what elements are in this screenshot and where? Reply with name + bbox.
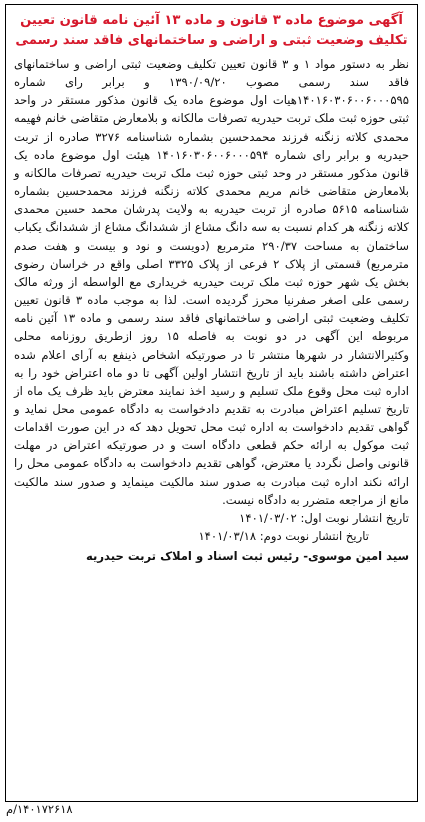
signer-line: سید امین موسوی- رئیس ثبت اسناد و املاک تربت حیدریه bbox=[85, 549, 409, 564]
second-publication-date: تاریخ انتشار نوبت دوم: ۱۴۰۱/۰۳/۱۸ bbox=[198, 529, 369, 544]
notice-frame bbox=[5, 4, 418, 802]
title-line-1: آگهی موضوع ماده ۳ قانون و ماده ۱۳ آئین نامه قانون تعیین bbox=[20, 13, 403, 28]
notice-code: ۱۴۰۱۷۲۶۱۸/م bbox=[6, 802, 73, 816]
notice-title bbox=[12, 11, 411, 51]
publication-dates bbox=[14, 509, 409, 545]
title-line-2: تکلیف وضعیت ثبتی و اراضی و ساختمانهای فاقد سند رسمی bbox=[15, 33, 408, 48]
notice-body bbox=[14, 55, 409, 509]
notice-paragraph: نظر به دستور مواد ۱ و ۳ قانون تعیین تکلیف وضعیت ثبتی اراضی و ساختمانهای فاقد سند رسمی مصوب ۱۳۹۰/۰۹/۲۰ و برابر رای شماره ۱۴۰۱۶۰۳۰۶۰۰۶۰۰۰۵۹۵هیات اول موضوع ماده یک قانون مذکور مستقر در واحد ثبتی حوزه ثبت ملک تربت حیدریه تصرفات مالکانه و بلامعارض متقاضی خانم فهیمه محمدی کلاته زنگنه فرزند محمدحسین بشماره شناسنامه ۳۲۷۶ صادره از تربت حیدریه و برابر رای شماره ۱۴۰۱۶۰۳۰۶۰۰۶۰۰۰۵۹۴ هیئت اول موضوع ماده یک قانون مذکور مستقر در وحد ثبتی حوزه ثبت ملک تربت حیدریه تصرفات مالکانه و بلامعارض متقاضی خانم مریم محمدی کلاته زنگنه فرزند محمدحسین بشماره شناسنامه ۵۶۱۵ صادره از تربت حیدریه به ولایت پدرشان محمد حسین محمدی کلاته زنگنه هر کدام نسبت به سه دانگ مشاع از ششدانگ مشاع از ششدانگ یکباب ساختمان به مساحت ۲۹۰/۳۷ مترمربع (دویست و نود و بیست و هفت صدم مترمربع) قسمتی از پلاک ۲ فرعی از پلاک ۳۳۲۵ اصلی واقع در خراسان رضوی بخش یک شهر حوزه ثبت ملک تربت حیدریه خریداری مع الواسطه از ورثه مالک رسمی علی اصغر صفرنیا محرز گردیده است. لذا به موجب ماده ۳ قانون تعیین تکلیف وضعیت ثبتی اراضی و ساختمانهای فاقد سند رسمی و ماده ۱۳ آئین نامه مربوطه این آگهی در دو نوبت به فاصله ۱۵ روز ازطریق روزنامه محلی وکثیرالانتشار در شهرها منتشر تا در صورتیکه اشخاص ذینفع به آرای اعلام شده اعتراض داشته باشند باید از تاریخ انتشار اولین آگهی تا دو ماه اعتراض خود را به اداره ثبت محل وقوع ملک تسلیم و رسید اخذ نمایند معترض باید ظرف یک ماه از تاریخ تسلیم اعتراض مبادرت به تقدیم دادخواست به دادگاه عمومی محل نماید و گواهی تقدیم دادخواست به اداره ثبت محل تحویل دهد که در این صورت اقدامات ثبت موکول به ارائه حکم قطعی دادگاه است و در صورتیکه اعتراض در مهلت قانونی واصل نگردد یا معترض، گواهی تقدیم دادخواست به دادگاه عمومی محل را ارائه نکند اداره ثبت مبادرت به صدور سند مالکیت مینماید و صدور سند مالکیت مانع از مراجعه متضرر به دادگاه نیست. bbox=[14, 57, 410, 507]
first-publication-date: تاریخ انتشار نوبت اول: ۱۴۰۱/۰۳/۰۲ bbox=[239, 510, 409, 525]
